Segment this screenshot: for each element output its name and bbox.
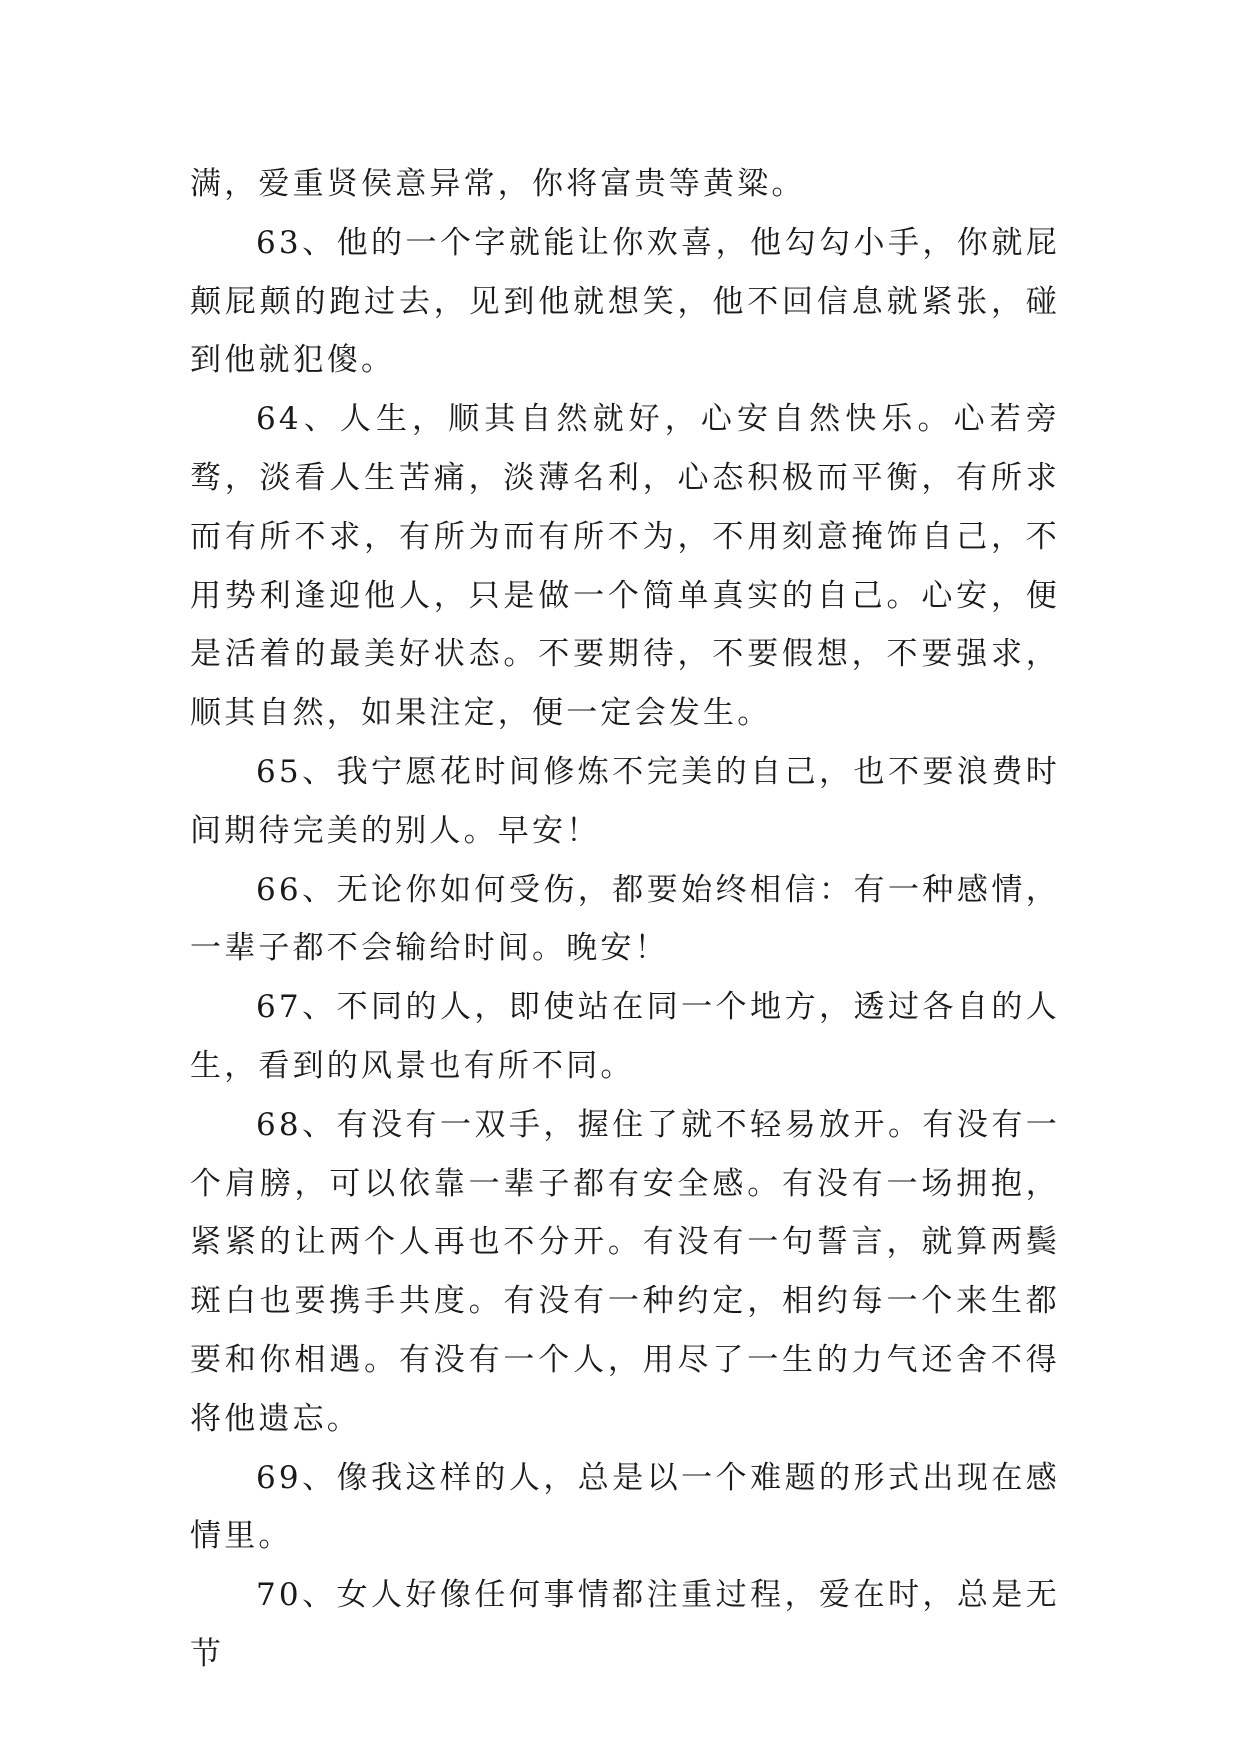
paragraph-66: 66、无论你如何受伤，都要始终相信：有一种感情，一辈子都不会输给时间。晚安！ (190, 871, 1060, 967)
paragraph-63: 63、他的一个字就能让你欢喜，他勾勾小手，你就屁颠屁颠的跑过去，见到他就想笑，他不回信息就紧张，碰到他就犯傻。 (190, 224, 1060, 379)
document-body (190, 155, 1060, 1684)
paragraph-69: 69、像我这样的人，总是以一个难题的形式出现在感情里。 (190, 1459, 1060, 1555)
paragraph-64: 64、人生，顺其自然就好，心安自然快乐。心若旁骛，淡看人生苦痛，淡薄名利，心态积极而平衡，有所求而有所不求，有所为而有所不为，不用刻意掩饰自己，不用势利逢迎他人，只是做一个简单真实的自己。心安，便是活着的最美好状态。不要期待，不要假想，不要强求，顺其自然，如果注定，便一定会发生。 (190, 401, 1060, 732)
paragraph-67: 67、不同的人，即使站在同一个地方，透过各自的人生，看到的风景也有所不同。 (190, 989, 1060, 1084)
paragraph-70: 70、女人好像任何事情都注重过程，爱在时，总是无节 (190, 1577, 1060, 1672)
paragraph-continuation: 满，爱重贤侯意异常，你将富贵等黄粱。 (190, 166, 806, 202)
paragraph-68: 68、有没有一双手，握住了就不轻易放开。有没有一个肩膀，可以依靠一辈子都有安全感。有没有一场拥抱，紧紧的让两个人再也不分开。有没有一句誓言，就算两鬓斑白也要携手共度。有没有一种约定，相约每一个来生都要和你相遇。有没有一个人，用尽了一生的力气还舍不得将他遗忘。 (190, 1106, 1060, 1437)
paragraph-65: 65、我宁愿花时间修炼不完美的自己，也不要浪费时间期待完美的别人。早安！ (190, 753, 1060, 849)
